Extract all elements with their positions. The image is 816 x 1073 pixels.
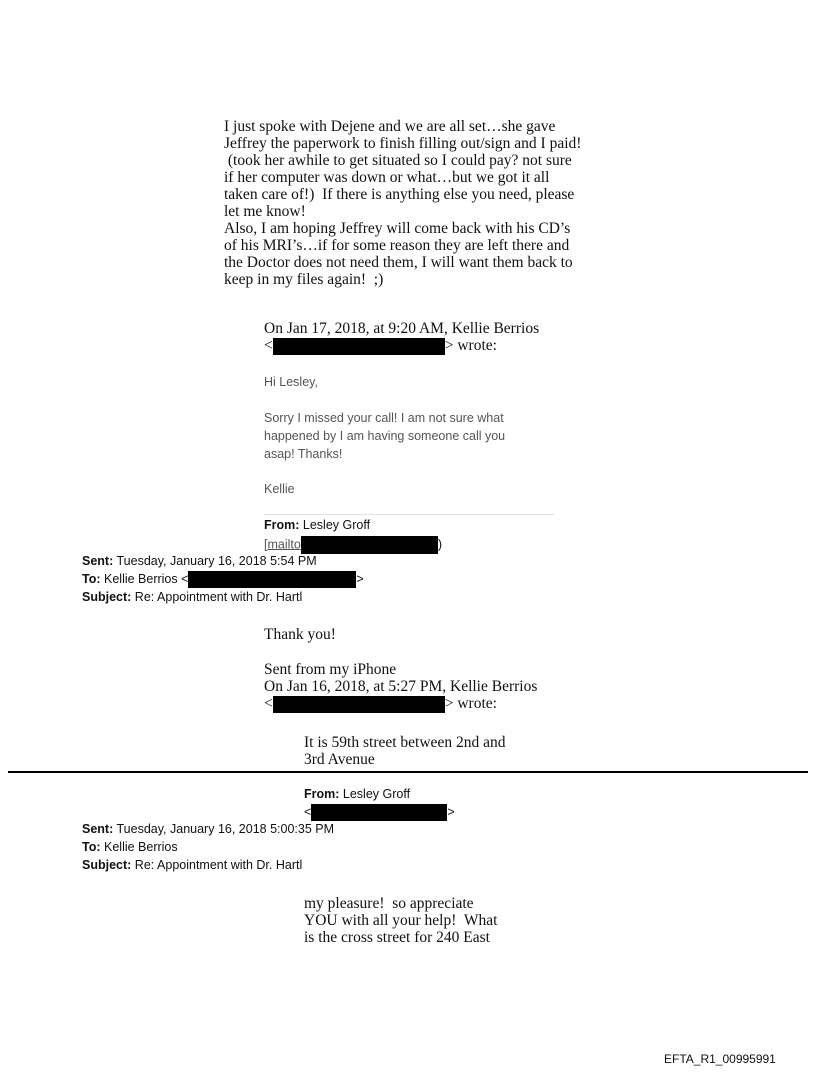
sent-label: Sent: xyxy=(82,822,114,836)
mailto-link[interactable]: mailto xyxy=(267,537,301,552)
quote1-body-line: asap! Thanks! xyxy=(264,447,343,461)
redaction-block xyxy=(311,804,447,821)
mailto-open: [ xyxy=(264,537,268,552)
bates-number: EFTA_R1_00995991 xyxy=(664,1052,776,1066)
header2-email xyxy=(304,804,455,821)
reply-line: Also, I am hoping Jeffrey will come back with his CD’s xyxy=(224,220,571,237)
header1-to xyxy=(82,571,364,588)
to-value: Kellie Berrios xyxy=(104,840,178,854)
quote1-email-line xyxy=(264,337,539,355)
reply-line: let me know! xyxy=(224,203,306,220)
quote1-wrote: > wrote: xyxy=(444,337,497,354)
reply-body xyxy=(224,118,581,288)
subject-value: Re: Appointment with Dr. Hartl xyxy=(134,590,303,604)
redaction-block xyxy=(301,536,438,554)
redaction-block xyxy=(273,696,445,713)
header1-mailto xyxy=(264,536,442,554)
quote3-body-line: YOU with all your help! What xyxy=(304,912,498,929)
header1-subject xyxy=(82,589,302,605)
reply-line: I just spoke with Dejene and we are all set…she gave xyxy=(224,118,556,135)
subject-value: Re: Appointment with Dr. Hartl xyxy=(134,858,303,872)
quote2-email-line xyxy=(264,695,537,713)
reply-line: keep in my files again! ;) xyxy=(224,271,384,288)
reply-line: Jeffrey the paperwork to finish filling out/sign and I paid! xyxy=(224,135,582,152)
from-label: From: xyxy=(304,787,340,801)
reply-line: taken care of!) If there is anything else you need, please xyxy=(224,186,575,203)
sent-from-line: Sent from my iPhone xyxy=(264,661,397,678)
quote2-date-line: On Jan 16, 2018, at 5:27 PM, Kellie Berrios xyxy=(264,678,538,695)
quote1-lt: < xyxy=(264,337,273,354)
sent-value: Tuesday, January 16, 2018 5:00:35 PM xyxy=(116,822,334,836)
sent-value: Tuesday, January 16, 2018 5:54 PM xyxy=(116,554,317,568)
quote3-body-line: my pleasure! so appreciate xyxy=(304,895,474,912)
reply-line: of his MRI’s…if for some reason they are left there and xyxy=(224,237,570,254)
quote2-wrote: > wrote: xyxy=(444,695,497,712)
header2-from xyxy=(304,786,410,802)
quote2-body-line: It is 59th street between 2nd and xyxy=(304,734,506,751)
sent-label: Sent: xyxy=(82,554,114,568)
from-value: Lesley Groff xyxy=(302,518,371,532)
reply-line: if her computer was down or what…but we got it all xyxy=(224,169,550,186)
quote2-lt: < xyxy=(264,695,273,712)
to-label: To: xyxy=(82,840,101,854)
email-gt: > xyxy=(447,805,455,819)
email-lt: < xyxy=(304,805,312,819)
reply-line: (took her awhile to get situated so I could pay? not sure xyxy=(224,152,572,169)
to-close: > xyxy=(356,572,364,586)
from-label: From: xyxy=(264,518,300,532)
to-label: To: xyxy=(82,572,101,586)
header2-subject xyxy=(82,857,302,873)
subject-label: Subject: xyxy=(82,858,132,872)
quote1-body-line: Sorry I missed your call! I am not sure what xyxy=(264,411,504,425)
quote2-body-line: 3rd Avenue xyxy=(304,751,375,768)
quote2-thanks: Thank you! xyxy=(264,626,336,643)
mailto-close: ) xyxy=(437,537,442,552)
separator-rule xyxy=(8,771,808,773)
quote2-body xyxy=(304,734,505,768)
quote3-body xyxy=(304,895,497,946)
quote3-body-line: is the cross street for 240 East xyxy=(304,929,490,946)
reply-line: the Doctor does not need them, I will want them back to xyxy=(224,254,573,271)
quote1-signature: Kellie xyxy=(264,482,295,496)
to-value: Kellie Berrios < xyxy=(104,572,189,586)
redaction-block xyxy=(273,338,445,355)
header1-from xyxy=(264,517,370,533)
quote1-attribution xyxy=(264,320,539,355)
redaction-block xyxy=(188,571,356,588)
quote1-body-line: happened by I am having someone call you xyxy=(264,429,506,443)
subject-label: Subject: xyxy=(82,590,132,604)
quote1-body xyxy=(264,409,505,463)
quote1-greeting: Hi Lesley, xyxy=(264,375,318,389)
header2-to xyxy=(82,839,178,855)
header1-sent xyxy=(82,553,317,569)
quote1-date-line: On Jan 17, 2018, at 9:20 AM, Kellie Berrios xyxy=(264,320,540,337)
from-value: Lesley Groff xyxy=(342,787,411,801)
header2-sent xyxy=(82,821,334,837)
quote2-attribution xyxy=(264,661,537,713)
separator-thin xyxy=(264,514,554,515)
